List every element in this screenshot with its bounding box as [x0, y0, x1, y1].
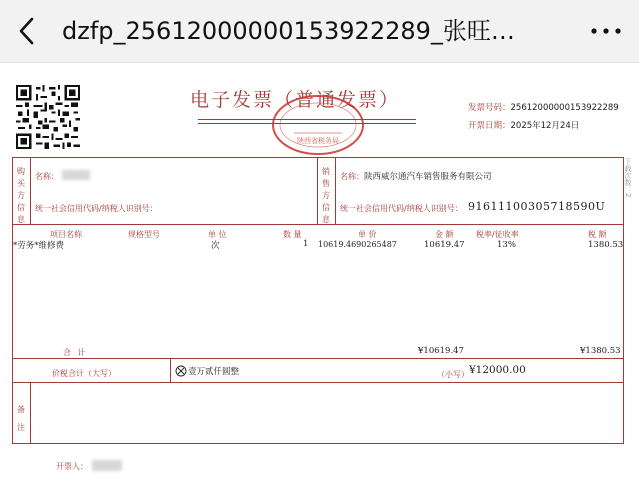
more-dots-icon	[584, 18, 628, 44]
download-count-note: 下载次数：2	[624, 158, 632, 198]
item-tax: 1380.53	[588, 240, 624, 250]
col-unit: 单 位	[208, 230, 227, 239]
invoice-number-label: 发票号码：	[468, 103, 511, 113]
invoice-document	[0, 63, 639, 485]
col-price: 单 价	[358, 230, 377, 239]
file-title: dzfp_25612000000153922289_张旺…	[62, 17, 515, 45]
back-button[interactable]	[10, 12, 46, 50]
remarks-divider	[30, 382, 31, 444]
col-rate: 税率/征收率	[476, 230, 519, 239]
seller-name: 陕西威尔通汽车销售服务有限公司	[364, 172, 492, 182]
item-qty: 1	[303, 239, 309, 249]
qr-code-icon	[16, 85, 80, 149]
item-name: *劳务*维修费	[13, 241, 65, 251]
seal-stamp-icon	[268, 93, 368, 157]
buyer-tax-id-label: 统一社会信用代码/纳税人识别号：	[35, 204, 158, 213]
seller-tax-id-label: 统一社会信用代码/纳税人识别号：	[340, 204, 463, 213]
invoice-title: 电子发票（普通发票）	[190, 89, 401, 111]
item-unit: 次	[211, 241, 220, 251]
buyer-name-label: 名称：	[35, 172, 59, 181]
buyer-name-redacted	[62, 170, 90, 180]
seller-name-label: 名称：	[340, 172, 364, 181]
grand-total-words: 壹万贰仟圆整	[188, 367, 240, 377]
seller-label-divider	[335, 157, 336, 225]
section-divider	[317, 157, 318, 225]
col-item-name: 项目名称	[50, 230, 82, 239]
grand-total-bottom	[12, 382, 624, 383]
header-row-divider	[12, 224, 624, 225]
total-tax: ¥1380.53	[580, 346, 621, 356]
total-label: 合 计	[63, 348, 88, 357]
top-bar	[0, 0, 639, 63]
issue-date	[468, 119, 579, 131]
grand-total-label: 价税合计（大写）	[52, 369, 116, 378]
item-rate: 13%	[497, 240, 516, 250]
buyer-label-divider	[30, 157, 31, 225]
grand-total-number: ¥12000.00	[469, 364, 526, 376]
seller-tax-id: 91611100305718590U	[468, 200, 606, 213]
invoice-number	[468, 101, 619, 113]
seal-text: 陕西省税务局	[297, 137, 339, 145]
buyer-section-label: 购买方信息	[17, 167, 25, 224]
invoice-number-value: 25612000000153922289	[510, 103, 619, 113]
totals-divider	[12, 358, 624, 359]
grand-total-divider	[170, 358, 171, 382]
col-spec: 规格型号	[128, 230, 160, 239]
col-qty: 数 量	[283, 230, 302, 239]
item-amount: 10619.47	[424, 240, 465, 250]
issuer-redacted	[92, 460, 122, 471]
cross-circle-icon	[175, 365, 187, 377]
issue-date-label: 开票日期：	[468, 121, 511, 131]
remarks-label: 备注	[17, 405, 25, 432]
col-tax: 税 额	[588, 230, 607, 239]
seller-section-label: 销售方信息	[322, 167, 330, 224]
chevron-left-icon	[10, 12, 46, 50]
col-amount: 金 额	[435, 230, 454, 239]
more-button[interactable]	[584, 18, 628, 44]
small-label: （小写）	[437, 370, 469, 379]
item-price: 10619.4690265487	[318, 240, 397, 249]
total-amount: ¥10619.47	[418, 346, 464, 356]
issue-date-value: 2025年12月24日	[510, 121, 580, 131]
issuer-label: 开票人：	[56, 462, 88, 471]
